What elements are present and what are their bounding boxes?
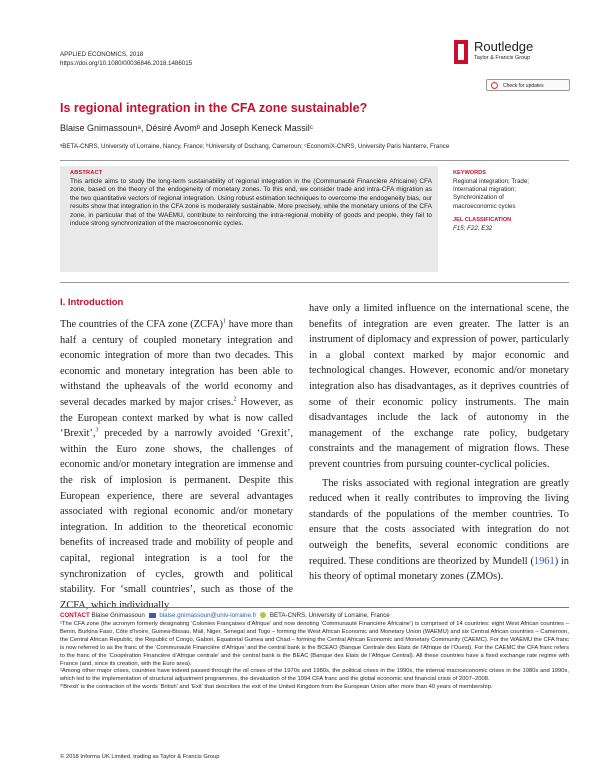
abstract-heading: ABSTRACT — [70, 170, 103, 176]
abstract-text: This article aims to study the long-term sustainability of regional integration in the (Communauté Financière Africaine) CFA zone, based on the theory of the endogeneity of monetary zones. To this end, we consider trade and intra-CFA migration as the two quantitative vectors of regional integration. Using robust estimation techniques to overcome the endogeneity bias, our results show that integration in the CFA zone is moderately sustainable. More precisely, while the monetary unions of the CFA zone, in particular that of the WAEMU, contribute to reinforcing the intra-regional mobility of goods and people, they fail to induce strong synchronization of the macroeconomic cycles. — [70, 178, 432, 228]
body-paragraph: have only a limited influence on the international scene, the benefits of integration are even greater. The latter is an instrument of diplomacy and expression of power, particularly in a global context marked by major economic and technological changes. However, economic and/or monetary integration also has disadvantages, as it deprives countries of some of their economic policy instruments. The main disadvantages include the lack of autonomy in the management of the exchange rate policy, budgetary constraints and the management of migration flows. These prevent countries from pursuing counter-cyclical policies. — [309, 303, 569, 470]
email-icon — [149, 613, 156, 618]
body-text: have more than half a century of coupled monetary integration and economic integration of more than two decades. This economic and monetary integration has been able to withstand the upheavals of the world economy and several decades marked by major crises. — [60, 319, 293, 408]
contact-name: Blaise Gnimassoun — [91, 612, 145, 619]
section-heading: I. Introduction — [60, 297, 124, 308]
keyword-line: Synchronization of — [453, 194, 504, 202]
doi-link[interactable]: https://doi.org/10.1080/00036846.2018.1486015 — [60, 60, 193, 67]
keyword-line: Regional integration; Trade; — [453, 178, 530, 185]
contact-label: CONTACT — [60, 612, 90, 619]
jel-heading: JEL CLASSIFICATION — [453, 217, 512, 223]
orcid-icon[interactable] — [260, 612, 266, 618]
publisher-name: Routledge — [474, 39, 534, 54]
citation-link[interactable]: 1961 — [533, 555, 555, 567]
keyword-line: International migration; — [453, 186, 516, 194]
keywords-list — [453, 178, 529, 211]
footnote-ref[interactable]: 1 — [223, 318, 227, 325]
footnotes — [60, 621, 569, 692]
body-text: ) in his theory of optimal monetary zones (ZMOs). — [309, 555, 569, 583]
footnote-ref[interactable]: 3 — [95, 427, 99, 434]
contact-affiliation: BETA-CNRS, University of Lorraine, France — [269, 612, 390, 619]
body-text: However, as the European context marked by what is now called ‘Brexit’, — [60, 396, 293, 440]
body-text: preceded by a narrowly avoided ‘Grexit’, within the Euro zone shows, the challenges of economic and/or monetary integration are immense and the risk of implosion is permanent. Despite this European experience, there are several advantages associated with regional economic and/or monetary integration. In addition to the theoretical economic benefits of increased trade and mobility of people and capital, regional integration is a tool for the synchronization of cycles, growth and political stability. For ‘small countries’, such as those of the ZCFA, which individually — [60, 428, 293, 611]
author-list: Blaise Gnimassounᵃ, Désiré Avomᵇ and Joseph Keneck Massilᶜ — [60, 123, 313, 133]
article-title: Is regional integration in the CFA zone sustainable? — [60, 101, 368, 115]
affiliations: ᵃBETA-CNRS, University of Lorraine, Nancy, France; ᵇUniversity of Dschang, Cameroun; ᶜEconomiX-CNRS, University Paris Nanterre, France — [60, 143, 450, 150]
body-paragraph — [309, 476, 569, 585]
check-updates-button[interactable] — [486, 79, 570, 91]
publisher-logo — [454, 40, 564, 66]
keywords-heading: KEYWORDS — [453, 170, 486, 176]
contact-email-link[interactable]: blaise.gnimassoun@univ-lorraine.fr — [159, 612, 257, 619]
keyword-line: macroeconomic cycles — [453, 202, 516, 210]
divider — [60, 282, 569, 283]
body-column-right — [309, 301, 569, 585]
footnote-divider — [60, 607, 569, 608]
contact-line — [60, 612, 390, 619]
divider — [60, 160, 569, 161]
footnote: ²Among other major crises, countries have indeed passed through the oil crises of the 1970s and 1980s, the political crises in the 1990s, the internal macroeconomic crises in the 1980s and 1990s, which led to the implementation of structural adjustment programmes, the devaluation of the 1994 CFA franc and the global economic and financial crisis of 2007–2008. — [60, 668, 569, 683]
jel-codes: F15; F22; E32 — [453, 225, 493, 232]
footnote: ³‘Brexit’ is the contraction of the words ‘British’ and ‘Exit’ that describes the exit of the United Kingdom from the European Union after more than 40 years of membership. — [60, 684, 493, 691]
publisher-subtitle: Taylor & Francis Group — [474, 55, 531, 61]
copyright: © 2018 Informa UK Limited, trading as Taylor & Francis Group — [60, 754, 220, 760]
check-updates-label: Check for updates — [503, 83, 544, 89]
body-text: The countries of the CFA zone (ZCFA) — [60, 319, 224, 330]
journal-name: APPLIED ECONOMICS, 2018 — [60, 51, 144, 58]
body-paragraph — [60, 317, 293, 613]
footnote-ref[interactable]: 2 — [233, 396, 237, 403]
body-text: The risks associated with regional integration are greatly reduced when it really contributes to improving the living standards of the populations of the member countries. To ensure that the costs associated with integration do not outweigh the benefits, several economic conditions are required. These conditions are theorized by Mundell ( — [309, 477, 569, 567]
routledge-logo-icon — [454, 40, 468, 64]
body-column-left — [60, 317, 293, 613]
footnote: ¹The CFA zone (the acronym formerly designating ‘Colonies Françaises d’Afrique’ and now denoting ‘Communauté Financière Africaine’) is comprised of 14 countries: eight West African countries – Benin, Burkina Faso, Côte d’Ivoire, Guinea-Bissau, Mali, Niger, Senegal and Togo – forming the West African Economic and Monetary Union (WAEMU) and six Central African countries – Cameroon, the Central African Republic, the Republic of Congo, Gabon, Equatorial Guinea and Chad – forming the Central African Economic and Monetary Community (CAEMC). For the WAEMU the CFA franc is now referred to as the franc of the ‘Communauté Financière d’Afrique’ and the central bank is the BCEAO (Banque Centrale des Etats de l’Afrique de l’Ouest). For the CAEMC the CFA franc refers to the franc of the ‘Coopération Financière d’Afrique centrale’ and the central bank is the BEAC (Banque des Etats de l’Afrique Central). All these countries have a fixed exchange rate regime with France (and, since its creation, with the Euro area). — [60, 621, 569, 667]
journal-header — [60, 50, 192, 68]
crossmark-icon — [491, 82, 498, 89]
